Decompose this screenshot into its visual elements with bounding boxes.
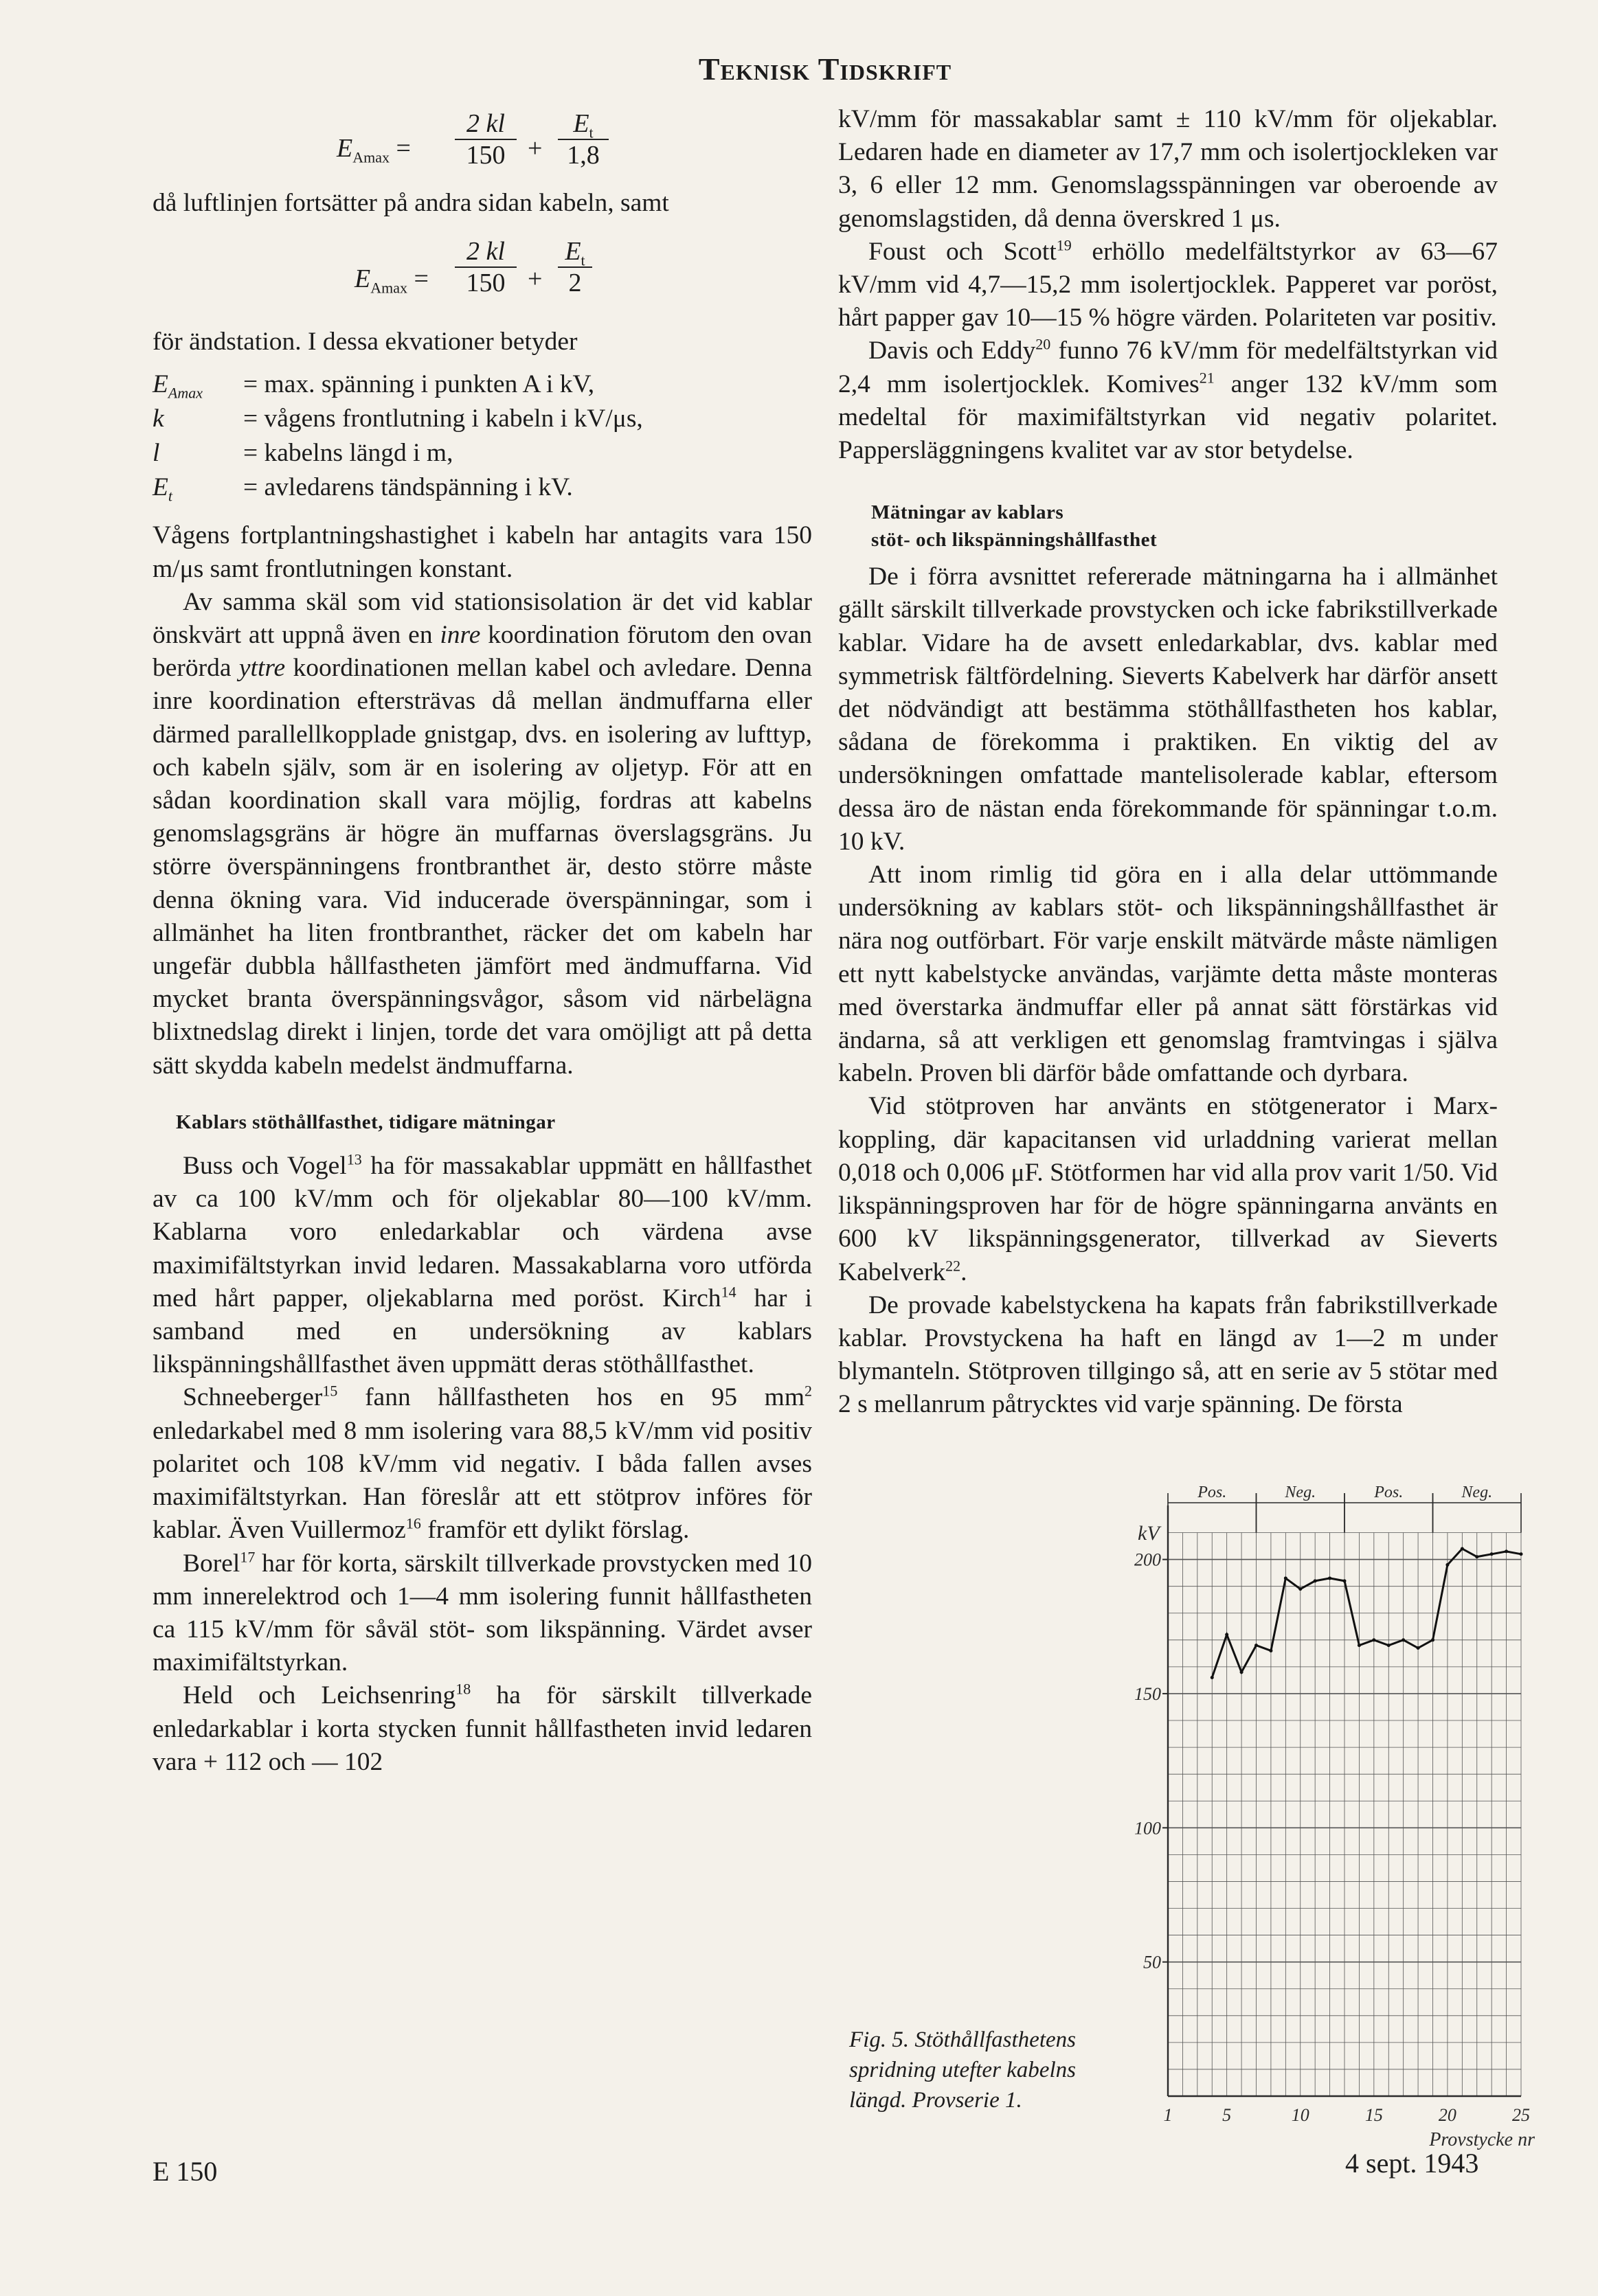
data-point [1372,1638,1375,1641]
para-2: för ändstation. I dessa ekvationer betyder [153,328,578,356]
para-r1: kV/mm för massakablar samt ± 110 kV/mm för oljekablar. Ledaren hade en diameter av 17,7 mm och isolertjockleken var 3, 6 eller 12 mm. Genomslagsspänningen var oberoende av genomslagstiden, då denna överskred 1 μs. [838,105,1498,233]
data-point [1225,1633,1228,1637]
segment-label: Pos. [1374,1484,1404,1501]
eq1-frac1: $\frac{2 kl}{150}$ [455,109,517,170]
data-point [1284,1576,1287,1580]
data-point [1387,1644,1391,1647]
para-4: Av samma skäl som vid stationsisolation är det vid kablar önskvärt att uppnå även en inre koordination förutom den ovan berörda yttre koordinationen mellan kabel och avledare. Denna inre koordination eftersträvas då mellan ändmuffarna eller därmed parallellkopplade gnistgap, dvs. en isolering av lufttyp, och kabeln själv, som är en isolering av oljetyp. För att en sådan koordination skall vara möjlig, fordras att kabelns genomslagsgräns är högre än muffarnas överslagsgräns. Ju större överspänningens frontbranthet är, desto större måste denna ökning vara. Vid inducerade överspänningar, som i allmänhet ha liten frontbranthet, räcker det om kabeln har ungefär dubbla hållfastheten jämfört med ändmuffarna. Vid mycket branta överspänningsvågor, såsom vid närbelägna blixtnedslag direkt i linjen, torde det vara omöjligt att på detta sätt skydda kabeln medelst ändmuffarna. [153,587,812,1080]
data-point [1343,1579,1347,1582]
right-column [838,103,1498,1422]
journal-header: Teknisk Tidskrift [698,52,952,87]
segment-label: Neg. [1461,1484,1493,1501]
segment-label: Neg. [1285,1484,1316,1501]
para-r5: Att inom rimlig tid göra en i alla delar uttömmande undersökning av kablars stöt- och likspänningshållfasthet är nära nog outförbart. För varje enskilt mätvärde måste nämligen ett nytt kabelstycke användas, varjämte detta måste monteras med överstarka ändmuffar eller på annat sätt förstärkas vid ändarna, så att verkligen ett genomslag framtvingas i själva kabeln. Proven bli därför både omfattande och dyrbara. [838,861,1498,1088]
segment-label: Pos. [1197,1484,1227,1501]
para-r7: De provade kabelstyckena ha kapats från fabrikstillverkade kablar. Provstyckena ha haft en längd av 1—2 m under blymanteln. Stötproven tillgingo så, att en serie av 5 stötar med 2 s mellanrum påtrycktes vid varje spänning. De första [838,1291,1498,1419]
figure-caption: Fig. 5. Stöthållfasthetens spridning utefter kabelns längd. Provserie 1. [849,2027,1076,2113]
left-column [153,103,812,1779]
def-row: k = vågens frontlutning i kabeln i kV/μs, [153,405,643,433]
issue-date: 4 sept. 1943 [1345,2148,1479,2179]
page-number: E 150 [153,2156,218,2187]
y-tick-label: 50 [1143,1952,1161,1973]
data-point [1314,1579,1317,1582]
data-point [1269,1649,1272,1652]
data-point [1254,1644,1258,1647]
data-point [1240,1670,1243,1674]
def-row: $E_{Amax}$ = max. spänning i punkten A i kV, [153,370,595,402]
figure-5-chart [1109,1457,1535,2151]
x-tick-label: 20 [1438,2105,1456,2125]
para-8: Held och Leichsenring$^{18}$ ha för särskilt tillverkade enledarkablar i korta stycken funnit hållfastheten invid ledaren vara + 112 och — 102 [153,1680,812,1776]
data-point [1475,1555,1478,1558]
data-point [1490,1552,1494,1556]
def-row: l = kabelns längd i m, [153,439,453,468]
x-tick-label: 1 [1163,2105,1173,2125]
y-tick-label: 200 [1134,1549,1161,1570]
x-tick-label: 25 [1512,2105,1530,2125]
data-point [1461,1547,1464,1550]
section-heading-1: Kablars stöthållfasthet, tidigare mätningar [176,1111,556,1133]
equation-1 [153,103,812,187]
y-axis-label: kV [1138,1522,1160,1545]
eq1-frac2: $\frac{E_t}{1,8}$ [558,109,609,170]
data-point [1431,1638,1434,1641]
eq2-frac2: $\frac{E_t}{2}$ [558,236,592,298]
data-point [1298,1587,1302,1591]
para-6: Schneeberger$^{15}$ fann hållfastheten hos en 95 $mm^2$ enledarkabel med 8 mm isolering vara 88,5 kV/mm vid positiv polaritet och 108 kV/mm vid negativ. I båda fallen avses maximifältstyrkan. Han föreslår att ett stötprov införes för kablar. Även Vuillermoz$^{16}$ framför ett dylikt förslag. [153,1382,812,1545]
para-5: Buss och Vogel$^{13}$ ha för massakablar uppmätt en hållfasthet av ca 100 kV/mm och för oljekablar 80—100 kV/mm. Kablarna voro enledarkablar och värdena avse maximifältstyrkan invid ledaren. Massakablarna voro utförda med hårt papper, oljekablarna med poröst. Kirch$^{14}$ har i samband med en undersökning av kablars likspänningshållfasthet även uppmätt deras stöthållfasthet. [153,1150,812,1379]
para-r3: Davis och Eddy$^{20}$ funno 76 kV/mm för medelfältstyrkan vid 2,4 mm isolertjocklek. Komives$^{21}$ anger 132 kV/mm som medeltal för maximifältstyrkan vid negativ polaritet. Pappersläggningens kvalitet var av stor betydelse. [838,335,1498,465]
data-point [1520,1552,1523,1556]
para-r2: Foust och Scott$^{19}$ erhöllo medelfältstyrkor av 63—67 kV/mm vid 4,7—15,2 mm isolertjocklek. Papperet var poröst, hårt papper gav 10—15 % högre värden. Polariteten var positiv. [838,236,1498,332]
data-point [1211,1676,1214,1679]
definitions-list [153,368,812,505]
y-tick-label: 100 [1134,1818,1161,1839]
section-heading-2: Mätningar av kablars stöt- och likspänningshållfasthet [871,501,1158,552]
para-1: då luftlinjen fortsätter på andra sidan kabeln, samt [153,189,669,217]
eq2-lhs: $E_{Amax}$ = [355,264,429,297]
eq1-lhs: $E_{Amax}$ = [337,134,411,166]
data-point [1402,1638,1405,1641]
eq1-plus: + [528,134,543,163]
para-3: Vågens fortplantningshastighet i kabeln har antagits vara 150 m/μs samt frontlutningen konstant. [153,521,812,583]
equation-2 [153,234,812,326]
data-point [1417,1646,1420,1650]
data-point [1445,1563,1449,1567]
data-point [1505,1549,1508,1553]
x-axis-label: Provstycke nr [1429,2129,1535,2150]
eq2-plus: + [528,264,543,294]
para-r6: Vid stötproven har använts en stötgenerator i Marx-koppling, där kapacitansen vid urladdning varierat mellan 0,018 och 0,006 μF. Stötformen har vid alla prov varit 1/50. Vid likspänningsproven har för de högre spänningarna använts en 600 kV likspänningsgenerator, tillverkad av Sieverts Kabelverk$^{22}$. [838,1092,1498,1286]
x-tick-label: 5 [1222,2105,1232,2125]
data-point [1358,1644,1361,1647]
x-tick-label: 15 [1364,2105,1383,2125]
y-tick-label: 150 [1134,1683,1161,1704]
data-point [1328,1576,1331,1580]
def-row: $E_t$ = avledarens tändspänning i kV. [153,473,573,505]
para-7: Borel$^{17}$ har för korta, särskilt tillverkade provstycken med 10 mm innerelektrod och 1—4 mm isolering funnit hållfastheten ca 115 kV/mm för såväl stöt- som likspänning. Värdet avser maximifältstyrkan. [153,1548,812,1677]
x-tick-label: 10 [1291,2105,1309,2125]
para-r4: De i förra avsnittet refererade mätningarna ha i allmänhet gällt särskilt tillverkade provstycken och icke fabrikstillverkade kablar. Vidare ha de avsett enledarkablar, dvs. kablar med symmetrisk fältfördelning. Sieverts Kabelverk har därför ansett det nödvändigt att bestämma stöthållfastheten hos kablar, sådana de förekomma i praktiken. En viktig del av undersökningen omfattade mantelisolerade kablar, eftersom dessa äro de nästan enda förekommande för spänningar t.o.m. 10 kV. [838,562,1498,856]
eq2-frac1: $\frac{2 kl}{150}$ [455,236,517,298]
